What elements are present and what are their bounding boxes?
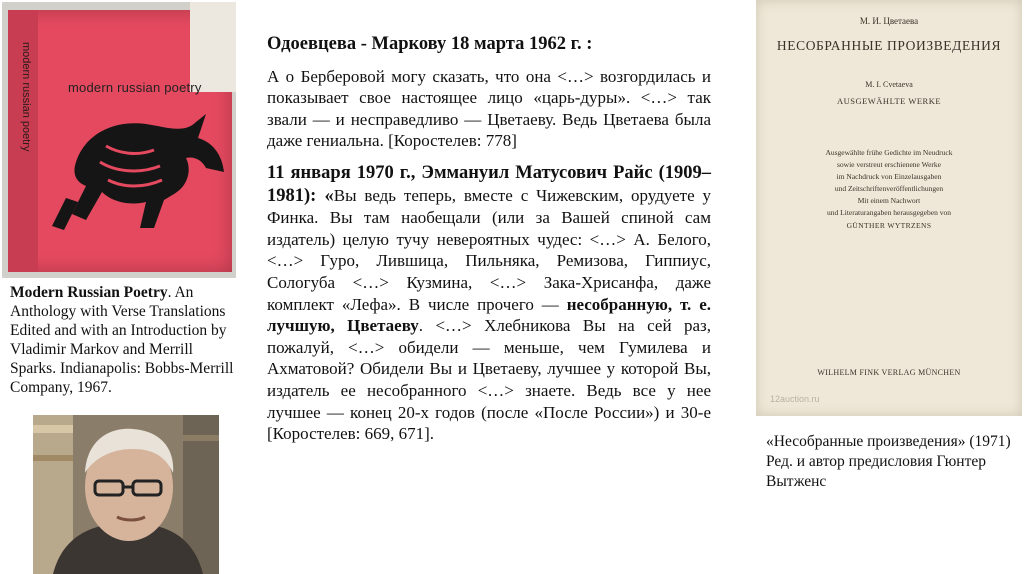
paragraph-2-text-a: Вы ведь теперь, вместе с Чижевским, орудуете у Финка. Вы там наобещали (или за Вашей спиной сам издатель) целую тучу невероятных чудес: <…> А. Белого, <…> Гуро, Лившица, Пильняка, Ремизова, Гиппиус, Сологуба <…> Кузмина, <…> Зака-Хрисанфа, даже комплект «Лефа». В числе прочего — [267, 185, 711, 314]
tp-desc-5: Mit einem Nachwort [857, 196, 921, 205]
tp-publisher: WILHELM FINK VERLAG MÜNCHEN [817, 368, 961, 377]
tp-desc-3: im Nachdruck von Einzelausgaben [836, 172, 942, 181]
caption-details: . An Anthology with Verse Translations Edited and with an Introduction by Vladimir Markov and Merrill Sparks. Indianapolis: Bobbs-Merrill Company, 1967. [10, 284, 234, 396]
tp-editor: GÜNTHER WYTRZENS [846, 221, 932, 230]
cover-sticker [190, 2, 236, 92]
title-page-image [756, 0, 1022, 416]
tp-author-de: M. I. Cvetaeva [865, 80, 913, 89]
cover-title: modern russian poetry [68, 80, 202, 95]
portrait-figure-icon [33, 415, 219, 574]
tp-desc-2: sowie verstreut erschienene Werke [836, 160, 941, 169]
paragraph-1: А о Берберовой могу сказать, что она <…> возгордилась и показывает свое настоящее лицо «царь-дуры». <…> так звали — и несправедливо — Цветаеву. Ведь Цветаева была даже гениальна. [Коростелев: 778] [267, 66, 711, 151]
paragraph-2-lead: 11 января 1970 г., Эммануил Матусович Райс (1909–1981): « [267, 162, 711, 206]
tp-desc-4: und Zeitschriftenveröffentlichungen [834, 184, 944, 193]
letter-heading: Одоевцева - Маркову 18 марта 1962 г. : [267, 34, 593, 54]
tp-title-ru: НЕСОБРАННЫЕ ПРОИЗВЕДЕНИЯ [776, 38, 1002, 53]
main-text [267, 34, 711, 455]
tp-title-de: AUSGEWÄHLTE WERKE [836, 96, 942, 106]
cover-spine-text: modern russian poetry [20, 42, 32, 152]
horse-emblem-icon [46, 102, 231, 252]
caption-title: Modern Russian Poetry [10, 284, 168, 301]
book-cover-image [2, 2, 236, 278]
tp-author-ru: М. И. Цветаева [859, 16, 919, 26]
tp-desc-1: Ausgewählte frühe Gedichte im Neudruck [825, 148, 953, 157]
title-page-caption: «Несобранные произведения» (1971) Ред. и автор предисловия Гюнтер Вытженс [766, 433, 1011, 490]
portrait-photo [33, 415, 219, 574]
tp-desc-6: und Literaturangaben herausgegeben von [827, 208, 951, 217]
paragraph-2 [267, 162, 711, 445]
paragraph-2-text-b: . <…> Хлебникова Вы на сей раз, пожалуй, <…> обидели — меньше, чем Гумилева и Ахматовой? Обидели Вы и Цветаеву, лучшее у которой Вы, издатель ее несобранного <…> знаете. Ведь все у нее лучшее — конец 20-х годов (после «После России») и 30-е [Коростелев: 669, 671]. [267, 316, 711, 444]
watermark: 12auction.ru [770, 394, 820, 404]
paragraph-2-emphasis: несобранную, т. е. лучшую, Цветаеву [267, 294, 711, 336]
cover-caption [10, 283, 236, 397]
